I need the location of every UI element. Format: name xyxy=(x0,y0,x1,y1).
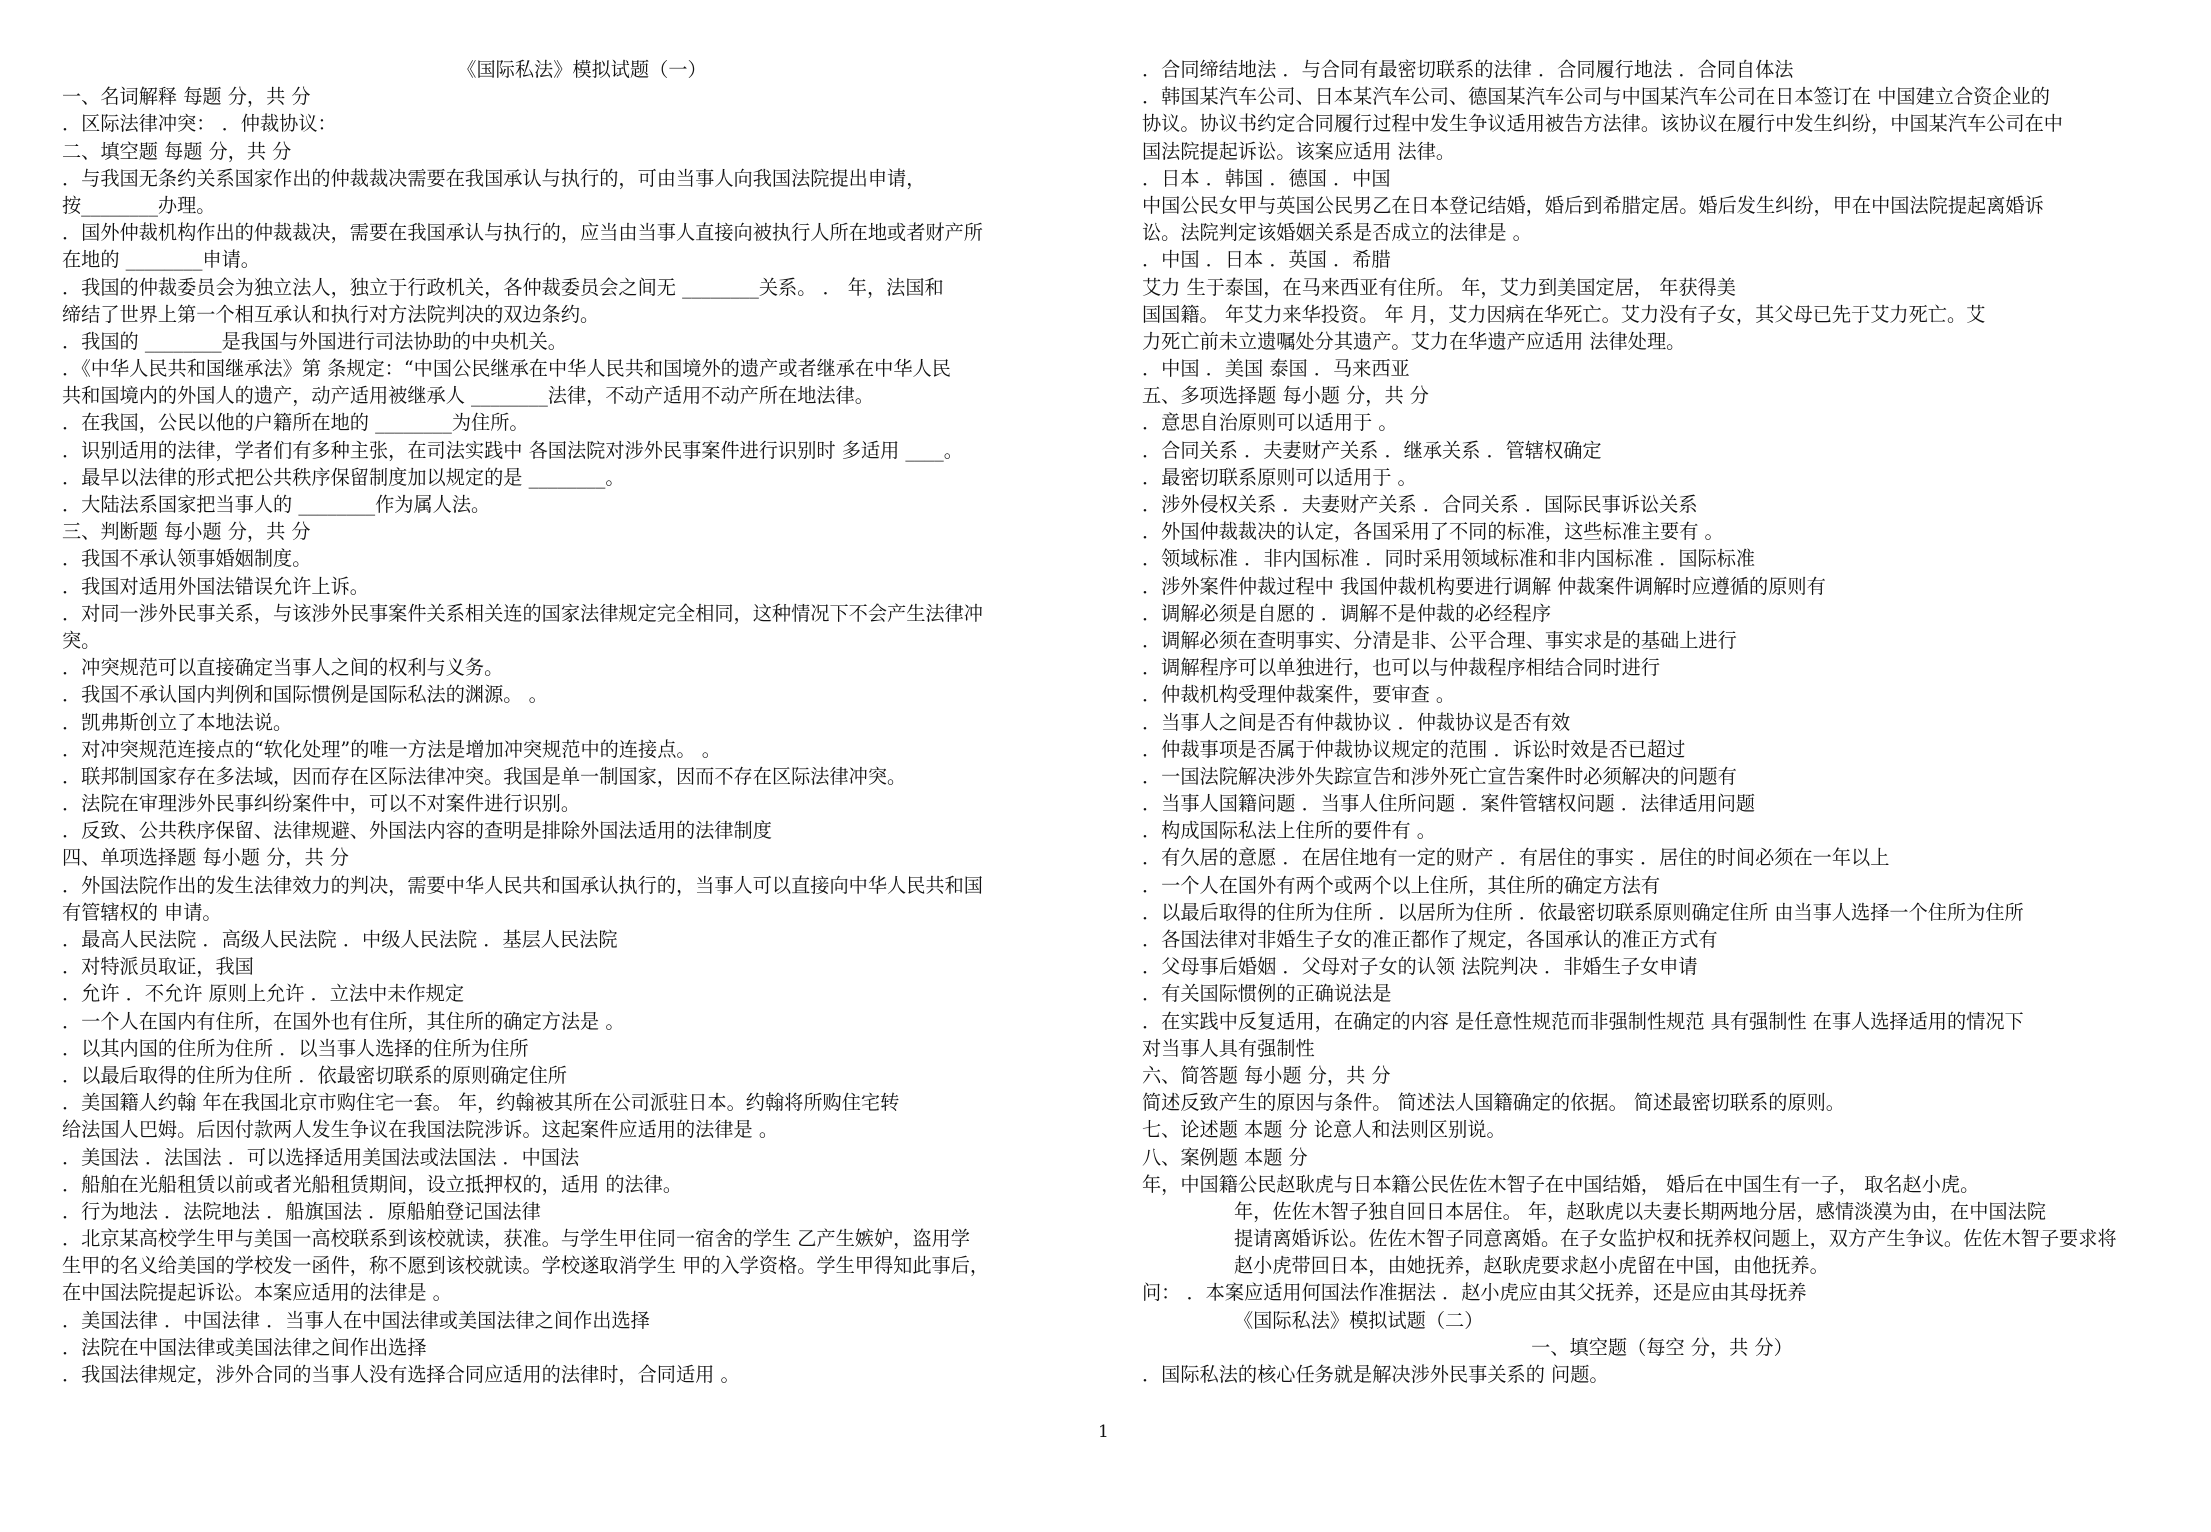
right-line: ．当事人之间是否有仲裁协议 ．仲裁协议是否有效 xyxy=(1142,710,1571,734)
right-line: ．外国仲裁裁决的认定，各国采用了不同的标准，这些标准主要有 。 xyxy=(1142,520,1724,544)
left-line: ．对冲突规范连接点的“软化处理”的唯一方法是增加冲突规范中的连接点。 。 xyxy=(62,737,721,761)
right-line: 对当事人具有强制性 xyxy=(1142,1036,1315,1060)
right-line: 五、多项选择题 每小题 分，共 分 xyxy=(1142,384,1429,408)
left-line: ．美国籍人约翰 年在我国北京市购住宅一套。 年，约翰被其所在公司派驻日本。约翰将所购住宅转 xyxy=(62,1091,900,1115)
left-line: 四、单项选择题 每小题 分，共 分 xyxy=(62,846,349,870)
left-line: ．联邦制国家存在多法域，因而存在区际法律冲突。我国是单一制国家，因而不存在区际法律冲突。 xyxy=(62,764,907,788)
left-line: 二、填空题 每题 分，共 分 xyxy=(62,139,292,163)
right-line: ．各国法律对非婚生子女的准正都作了规定，各国承认的准正方式有 xyxy=(1142,928,1718,951)
right-line: ．调解必须是自愿的 ．调解不是仲裁的必经程序 xyxy=(1142,601,1552,625)
left-line: 一、名词解释 每题 分，共 分 xyxy=(62,85,311,109)
right-line: ．国际私法的核心任务就是解决涉外民事关系的 问题。 xyxy=(1142,1363,1609,1386)
left-line: ．区际法律冲突： ．仲裁协议： xyxy=(62,112,337,136)
left-line: ．识别适用的法律，学者们有多种主张，在司法实践中 各国法院对涉外民事案件进行识别时 多适用 ____。 xyxy=(62,438,963,462)
right-line: 讼。法院判定该婚姻关系是否成立的法律是 。 xyxy=(1142,221,1532,245)
left-line: ．北京某高校学生甲与美国一高校联系到该校就读，获准。与学生甲住同一宿舍的学生 乙产生嫉妒，盗用学 xyxy=(62,1227,970,1251)
right-line: ．父母事后婚姻 ．父母对子女的认领 法院判决 ．非婚生子女申请 xyxy=(1142,955,1698,979)
right-line: ．仲裁事项是否属于仲裁协议规定的范围 ．诉讼时效是否已超过 xyxy=(1142,737,1686,761)
left-line: ．船舶在光船租赁以前或者光船租赁期间，设立抵押权的，适用 的法律。 xyxy=(62,1172,683,1196)
left-line: ．行为地法 ．法院地法 ．船旗国法 ．原船舶登记国法律 xyxy=(62,1199,541,1223)
left-line: 有管辖权的 申请。 xyxy=(62,900,222,924)
left-line: ．最早以法律的形式把公共秩序保留制度加以规定的是 ________。 xyxy=(62,465,625,489)
right-line: 年，中国籍公民赵耿虎与日本籍公民佐佐木智子在中国结婚， 婚后在中国生有一子， 取名赵小虎。 xyxy=(1142,1172,1980,1196)
left-column xyxy=(62,56,1102,1388)
right-line: 一、填空题（每空 分，共 分） xyxy=(1531,1335,1793,1359)
right-line: 《国际私法》模拟试题（二） xyxy=(1234,1308,1484,1332)
right-line: 问： ．本案应适用何国法作准据法 ．赵小虎应由其父抚养，还是应由其母抚养 xyxy=(1142,1281,1807,1305)
right-line: 国国籍。 年艾力来华投资。 年 月，艾力因病在华死亡。艾力没有子女，其父母已先于艾力死亡。艾 xyxy=(1142,302,1986,326)
right-line: 力死亡前未立遗嘱处分其遗产。艾力在华遗产应适用 法律处理。 xyxy=(1142,329,1686,353)
right-column xyxy=(1142,56,2182,1388)
right-line: 年，佐佐木智子独自回日本居住。 年，赵耿虎以夫妻长期两地分居，感情淡漠为由，在中国法院 xyxy=(1234,1199,2046,1223)
left-line: ．最高人民法院 ．高级人民法院 ．中级人民法院 ．基层人民法院 xyxy=(62,928,618,951)
left-line: 三、判断题 每小题 分，共 分 xyxy=(62,520,311,544)
left-line: ．一个人在国内有住所，在国外也有住所，其住所的确定方法是 。 xyxy=(62,1009,625,1033)
right-line: ．日本 ．韩国 ．德国 ．中国 xyxy=(1142,166,1391,190)
left-line: ．法院在中国法律或美国法律之间作出选择 xyxy=(62,1335,427,1359)
left-line: ．在我国，公民以他的户籍所在地的 ________为住所。 xyxy=(62,411,529,435)
right-line: ．一国法院解决涉外失踪宣告和涉外死亡宣告案件时必须解决的问题有 xyxy=(1142,764,1737,788)
right-line: ．构成国际私法上住所的要件有 。 xyxy=(1142,819,1436,843)
left-line: 在中国法院提起诉讼。本案应适用的法律是 。 xyxy=(62,1281,452,1305)
left-line: 在地的 ________申请。 xyxy=(62,248,260,272)
right-line: ．韩国某汽车公司、日本某汽车公司、德国某汽车公司与中国某汽车公司在日本签订在 中国建立合资企业的 xyxy=(1142,85,2050,109)
left-line: ．国外仲裁机构作出的仲裁裁决，需要在我国承认与执行的，应当由当事人直接向被执行人所在地或者财产所 xyxy=(62,221,983,245)
right-line: ．合同缔结地法 ．与合同有最密切联系的法律 ．合同履行地法 ．合同自体法 xyxy=(1142,58,1794,81)
right-line: ．最密切联系原则可以适用于 。 xyxy=(1142,465,1417,489)
left-line: ．我国不承认国内判例和国际惯例是国际私法的渊源。 。 xyxy=(62,683,548,707)
left-line: 生甲的名义给美国的学校发一函件，称不愿到该校就读。学校遂取消学生 甲的入学资格。学生甲得知此事后， xyxy=(62,1254,990,1278)
left-line: 给法国人巴姆。后因付款两人发生争议在我国法院涉诉。这起案件应适用的法律是 。 xyxy=(62,1118,779,1142)
left-line: ．法院在审理涉外民事纠纷案件中，可以不对案件进行识别。 xyxy=(62,792,581,816)
right-line: ．调解必须在查明事实、分清是非、公平合理、事实求是的基础上进行 xyxy=(1142,628,1737,652)
left-line: ．对特派员取证，我国 xyxy=(62,955,254,979)
left-line: ．冲突规范可以直接确定当事人之间的权利与义务。 xyxy=(62,656,504,680)
right-line: 提请离婚诉讼。佐佐木智子同意离婚。在子女监护权和抚养权问题上，双方产生争议。佐佐木智子要求将 xyxy=(1234,1227,2117,1251)
right-line: ．有久居的意愿 ．在居住地有一定的财产 ．有居住的事实 ．居住的时间必须在一年以上 xyxy=(1142,846,1890,870)
right-line: ．当事人国籍问题 ．当事人住所问题 ．案件管辖权问题 ．法律适用问题 xyxy=(1142,792,1756,816)
left-line: 按________办理。 xyxy=(62,193,216,217)
right-line: 国法院提起诉讼。该案应适用 法律。 xyxy=(1142,139,1456,163)
page-number: 1 xyxy=(1098,1422,1109,1442)
left-line: ．大陆法系国家把当事人的 ________作为属人法。 xyxy=(62,493,491,516)
left-line: ．我国对适用外国法错误允许上诉。 xyxy=(62,574,369,598)
left-line: ．以其内国的住所为住所 ．以当事人选择的住所为住所 xyxy=(62,1036,529,1060)
right-line: 八、案例题 本题 分 xyxy=(1142,1145,1308,1169)
right-line: ．涉外侵权关系 ．夫妻财产关系 ．合同关系 ．国际民事诉讼关系 xyxy=(1142,493,1698,516)
left-line: ．以最后取得的住所为住所 ．依最密切联系的原则确定住所 xyxy=(62,1063,567,1087)
right-line: 艾力 生于泰国，在马来西亚有住所。 年，艾力到美国定居， 年获得美 xyxy=(1142,275,1736,299)
right-line: 六、简答题 每小题 分，共 分 xyxy=(1142,1063,1391,1087)
right-line: ．有关国际惯例的正确说法是 xyxy=(1142,982,1392,1006)
right-line: 简述反致产生的原因与条件。 简述法人国籍确定的依据。 简述最密切联系的原则。 xyxy=(1142,1091,1845,1115)
right-line: ．调解程序可以单独进行，也可以与仲裁程序相结合同时进行 xyxy=(1142,656,1661,680)
right-line: ．涉外案件仲裁过程中 我国仲裁机构要进行调解 仲裁案件调解时应遵循的原则有 xyxy=(1142,574,1826,598)
right-line: ．合同关系 ．夫妻财产关系 ．继承关系 ．管辖权确定 xyxy=(1142,438,1602,462)
left-line: ．对同一涉外民事关系，与该涉外民事案件关系相关连的国家法律规定完全相同，这种情况下不会产生法律冲 xyxy=(62,601,983,625)
right-line: ．中国 ．日本 ．英国 ．希腊 xyxy=(1142,248,1391,272)
right-line: ．领域标准 ．非内国标准 ．同时采用领域标准和非内国标准 ．国际标准 xyxy=(1142,547,1756,571)
left-line: ．允许 ．不允许 原则上允许 ．立法中未作规定 xyxy=(62,982,465,1006)
left-line: 缔结了世界上第一个相互承认和执行对方法院判决的双边条约。 xyxy=(62,302,600,326)
left-line: ．反致、公共秩序保留、法律规避、外国法内容的查明是排除外国法适用的法律制度 xyxy=(62,819,772,843)
left-line: ．我国法律规定，涉外合同的当事人没有选择合同应适用的法律时，合同适用 。 xyxy=(62,1363,740,1386)
right-line: ．一个人在国外有两个或两个以上住所，其住所的确定方法有 xyxy=(1142,873,1661,897)
right-line: 协议。协议书约定合同履行过程中发生争议适用被告方法律。该协议在履行中发生纠纷，中国某汽车公司在中 xyxy=(1142,112,2063,136)
right-line: ．以最后取得的住所为住所 ．以居所为住所 ．依最密切联系原则确定住所 由当事人选择一个住所为住所 xyxy=(1142,900,2024,924)
left-line: ．我国的仲裁委员会为独立法人，独立于行政机关，各仲裁委员会之间无 ________关系。 ． 年，法国和 xyxy=(62,275,944,299)
right-line: ．中国 ．美国 泰国 ．马来西亚 xyxy=(1142,357,1410,381)
right-line: ．意思自治原则可以适用于 。 xyxy=(1142,411,1398,435)
left-line: ．我国的 ________是我国与外国进行司法协助的中央机关。 xyxy=(62,329,567,353)
left-line: ．凯弗斯创立了本地法说。 xyxy=(62,710,293,734)
left-line: ．美国法律 ．中国法律 ．当事人在中国法律或美国法律之间作出选择 xyxy=(62,1308,650,1332)
left-line: 《国际私法》模拟试题（一） xyxy=(457,58,707,81)
left-line: 突。 xyxy=(62,628,101,652)
right-line: 七、论述题 本题 分 论意人和法则区别说。 xyxy=(1142,1118,1506,1142)
left-line: ．与我国无条约关系国家作出的仲裁裁决需要在我国承认与执行的，可由当事人向我国法院提出申请， xyxy=(62,166,926,190)
left-line: ．《中华人民共和国继承法》第 条规定：“中国公民继承在中华人民共和国境外的遗产或者继承在中华人民 xyxy=(62,357,951,381)
right-line: 中国公民女甲与英国公民男乙在日本登记结婚，婚后到希腊定居。婚后发生纠纷，甲在中国法院提起离婚诉 xyxy=(1142,193,2044,217)
left-line: 共和国境内的外国人的遗产，动产适用被继承人 ________法律，不动产适用不动产所在地法律。 xyxy=(62,384,874,408)
left-line: ．我国不承认领事婚姻制度。 xyxy=(62,547,312,571)
right-line: ．仲裁机构受理仲裁案件，要审查 。 xyxy=(1142,683,1456,707)
left-line: ．美国法 ．法国法 ．可以选择适用美国法或法国法 ．中国法 xyxy=(62,1145,580,1169)
right-line: 赵小虎带回日本，由她抚养，赵耿虎要求赵小虎留在中国，由他抚养。 xyxy=(1234,1254,1829,1278)
left-line: ．外国法院作出的发生法律效力的判决，需要中华人民共和国承认执行的，当事人可以直接向中华人民共和国 xyxy=(62,873,983,897)
right-line: ．在实践中反复适用，在确定的内容 是任意性规范而非强制性规范 具有强制性 在事人选择适用的情况下 xyxy=(1142,1009,2024,1033)
